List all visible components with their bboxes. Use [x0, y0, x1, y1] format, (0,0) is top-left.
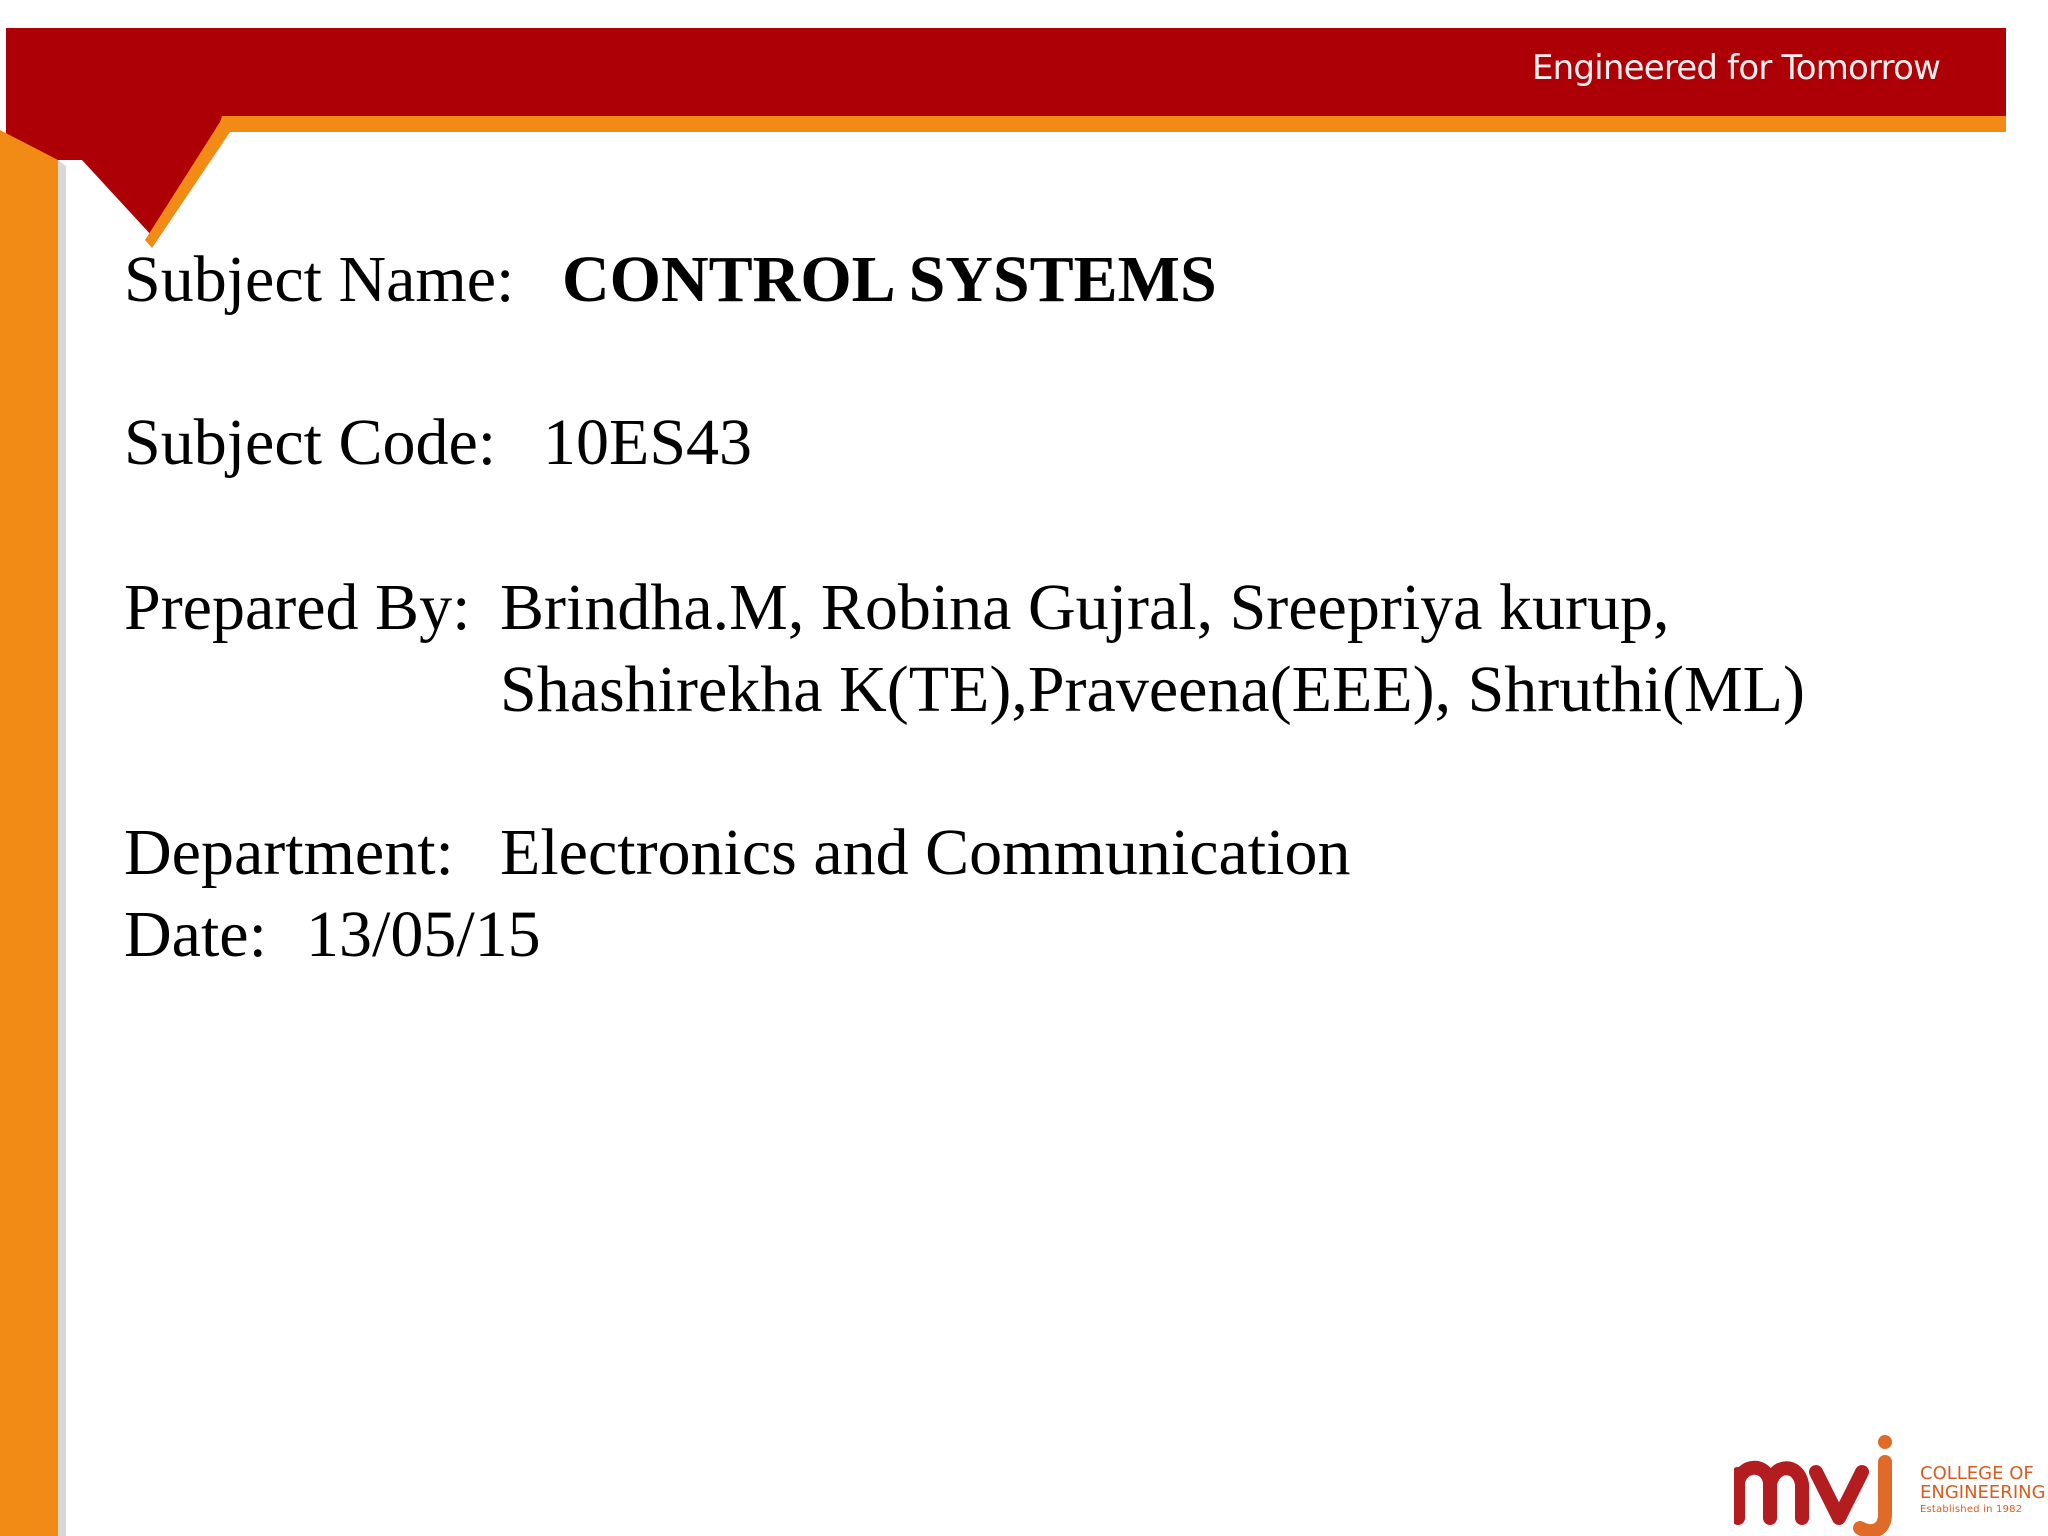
logo-letter-j-dot [1878, 1435, 1892, 1449]
logo-letter-m [1738, 1468, 1802, 1518]
subject-name-row [124, 239, 1217, 321]
department-row [124, 812, 1351, 894]
date-value: 13/05/15 [306, 898, 541, 971]
prepared-by-line-1: Brindha.M, Robina Gujral, Sreepriya kurup, [500, 571, 1670, 644]
subject-code-row [124, 402, 753, 484]
logo-line-established: Established in 1982 [1920, 1504, 2023, 1515]
department-label: Department: [124, 816, 454, 889]
subject-code-label: Subject Code: [124, 406, 497, 479]
prepared-by-row [124, 567, 1670, 649]
header-tagline: Engineered for Tomorrow [1532, 48, 1941, 88]
date-label: Date: [124, 898, 267, 971]
subject-code-value: 10ES43 [543, 406, 753, 479]
mvj-logo-mark [1734, 1434, 1914, 1536]
subject-name-label: Subject Name: [124, 243, 515, 316]
college-logo [1734, 1434, 2048, 1536]
left-rail-shadow [58, 160, 66, 1536]
logo-letter-v [1816, 1472, 1862, 1518]
date-row [124, 894, 541, 976]
logo-line-college-of: COLLEGE OF [1920, 1463, 2034, 1484]
header-orange-line [145, 116, 2006, 248]
logo-text [1920, 1464, 2048, 1517]
prepared-by-line-2: Shashirekha K(TE),Praveena(EEE), Shruthi(ML) [500, 653, 1805, 726]
prepared-by-label: Prepared By: [124, 571, 471, 644]
left-orange-rail [0, 130, 58, 1536]
logo-line-engineering: ENGINEERING [1920, 1482, 2046, 1503]
subject-name-value: CONTROL SYSTEMS [562, 243, 1217, 316]
department-value: Electronics and Communication [500, 816, 1351, 889]
